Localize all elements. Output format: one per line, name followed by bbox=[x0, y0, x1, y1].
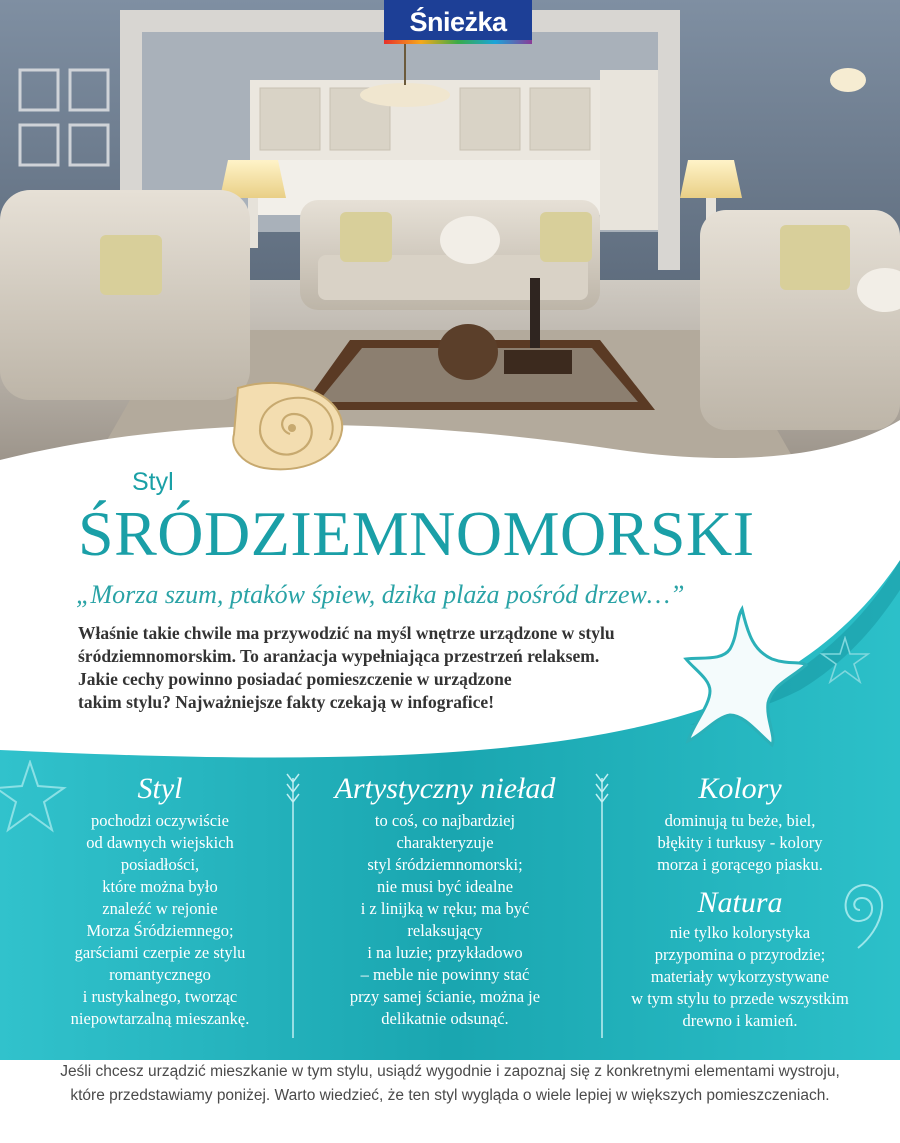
column-line: delikatnie odsunąć. bbox=[381, 1009, 509, 1028]
column-styl bbox=[60, 772, 260, 1030]
column-text bbox=[60, 810, 260, 1030]
column-line: przypomina o przyrodzie; bbox=[654, 945, 826, 964]
column-line: materiały wykorzystywane bbox=[650, 967, 830, 986]
column-line: nie musi być idealne bbox=[376, 877, 514, 896]
page-title: ŚRÓDZIEMNOMORSKI bbox=[78, 498, 755, 569]
column-line: niepowtarzalną mieszankę. bbox=[70, 1009, 250, 1028]
intro-line: Właśnie takie chwile ma przywodzić na myśl wnętrze urządzone w stylu bbox=[78, 623, 615, 643]
footer-line: Jeśli chcesz urządzić mieszkanie w tym stylu, usiądź wygodnie i zapoznaj się z konkretnymi elementami wystroju, bbox=[60, 1063, 840, 1080]
column-line: i na luzie; przykładowo bbox=[367, 943, 523, 962]
column-text bbox=[610, 922, 870, 1032]
column-line: romantycznego bbox=[109, 965, 211, 984]
column-line: Morza Śródziemnego; bbox=[86, 921, 234, 940]
quote: „Morza szum, ptaków śpiew, dzika plaża pośród drzew…” bbox=[76, 580, 685, 609]
column-line: błękity i turkusy - kolory bbox=[657, 833, 823, 852]
column-kolory bbox=[630, 772, 850, 876]
column-title: Artystyczny nieład bbox=[334, 772, 556, 805]
starfish-icon-small bbox=[818, 636, 872, 688]
intro-line: śródziemnomorskim. To aranżacja wypełniająca przestrzeń relaksem. bbox=[78, 646, 600, 666]
column-title: Natura bbox=[697, 886, 783, 919]
column-line: i rustykalnego, tworząc bbox=[82, 987, 238, 1006]
column-line: przy samej ścianie, można je bbox=[349, 987, 541, 1006]
heading-small: Styl bbox=[132, 468, 174, 496]
column-line: w tym stylu to przede wszystkim bbox=[631, 989, 849, 1008]
column-line: od dawnych wiejskich bbox=[86, 833, 234, 852]
column-title: Kolory bbox=[698, 772, 782, 805]
column-artystyczny-nielad bbox=[320, 772, 570, 1030]
column-line: nie tylko kolorystyka bbox=[669, 923, 811, 942]
column-line: – meble nie powinny stać bbox=[360, 965, 530, 984]
column-line: garściami czerpie ze stylu bbox=[74, 943, 246, 962]
brand-logo bbox=[384, 0, 532, 44]
column-line: relaksujący bbox=[407, 921, 483, 940]
column-line: drewno i kamień. bbox=[682, 1011, 798, 1030]
intro-line: takim stylu? Najważniejsze fakty czekają w infografice! bbox=[78, 692, 495, 712]
footer-text bbox=[0, 1060, 900, 1108]
lavender-sprig-icon-2 bbox=[592, 770, 612, 1040]
column-line: które można było bbox=[102, 877, 218, 896]
column-line: styl śródziemnomorski; bbox=[367, 855, 523, 874]
brand-logo-stripe bbox=[384, 40, 532, 44]
lavender-sprig-icon bbox=[283, 770, 303, 1040]
column-text bbox=[320, 810, 570, 1030]
brand-logo-text: Śnieżka bbox=[409, 7, 507, 37]
column-text bbox=[630, 810, 850, 876]
column-line: dominują tu beże, biel, bbox=[664, 811, 816, 830]
column-line: i z linijką w ręku; ma być bbox=[360, 899, 530, 918]
shell-icon bbox=[220, 378, 360, 478]
column-natura bbox=[610, 886, 870, 1032]
column-line: morza i gorącego piasku. bbox=[657, 855, 823, 874]
column-line: znaleźć w rejonie bbox=[102, 899, 218, 918]
column-line: pochodzi oczywiście bbox=[91, 811, 229, 830]
column-line: posiadłości, bbox=[120, 855, 200, 874]
column-line: charakteryzuje bbox=[396, 833, 494, 852]
column-line: to coś, co najbardziej bbox=[374, 811, 516, 830]
column-title: Styl bbox=[137, 772, 183, 805]
starfish-icon bbox=[680, 605, 810, 750]
footer-line: które przedstawiamy poniżej. Warto wiedzieć, że ten styl wygląda o wiele lepiej w większych pomieszczeniach. bbox=[70, 1087, 830, 1104]
intro-paragraph bbox=[78, 622, 638, 714]
intro-line: Jakie cechy powinno posiadać pomieszczenie w urządzone bbox=[78, 669, 512, 689]
